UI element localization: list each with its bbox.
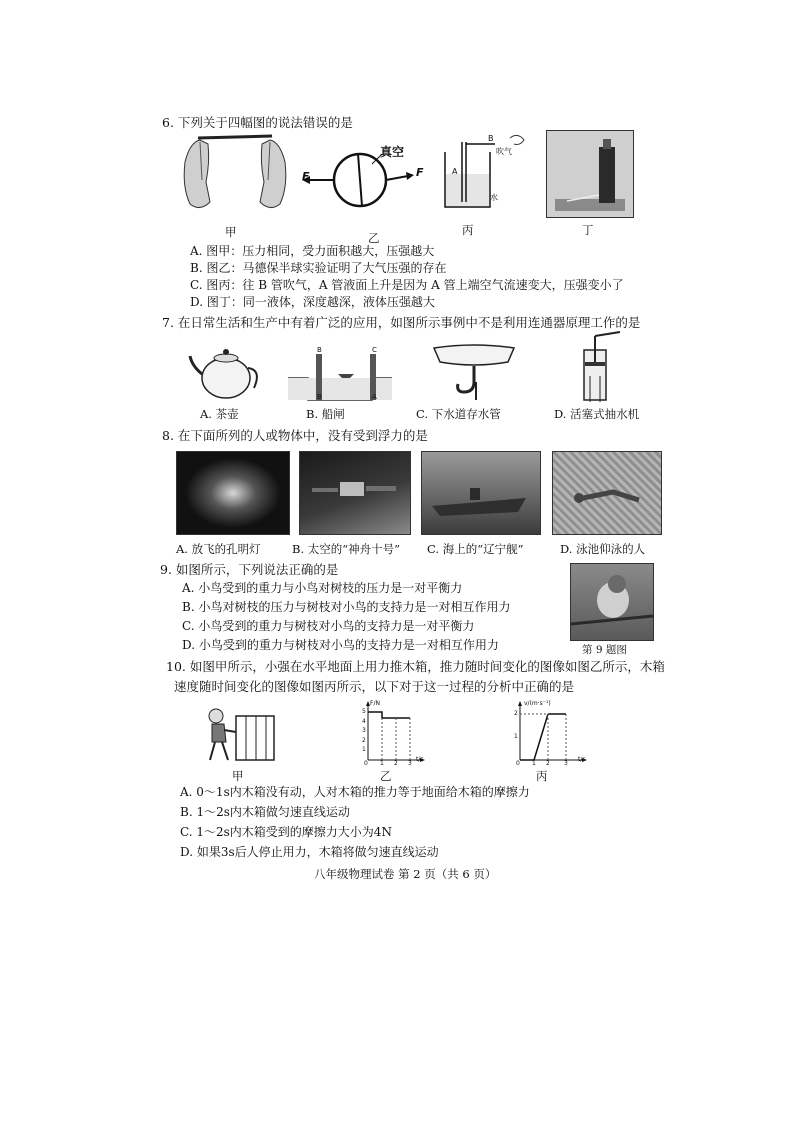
q10-yi-y-axis-label: F/N bbox=[370, 700, 380, 707]
q7-lock-label-4: A bbox=[372, 393, 377, 401]
q6-yi-force-right: F bbox=[416, 166, 424, 179]
q10-label-yi: 乙 bbox=[380, 769, 392, 783]
q10-yi-ytick-1: 1 bbox=[362, 746, 366, 753]
q9-figure-caption: 第 9 题图 bbox=[582, 644, 627, 656]
q7-lock-label-1: B bbox=[317, 346, 322, 354]
q6-yi-force-left: F bbox=[302, 170, 310, 183]
q6-number: 6. bbox=[162, 115, 174, 130]
q10-yi-xtick-2: 2 bbox=[394, 760, 398, 767]
q10-yi-ytick-4: 4 bbox=[362, 717, 366, 725]
q7-fig-sink-trap bbox=[432, 338, 516, 406]
q7-number: 7. bbox=[162, 315, 174, 330]
q7-caption-d: D. 活塞式抽水机 bbox=[554, 407, 640, 421]
q10-option-a: A. 0～1s内木箱没有动，人对木箱的推力等于地面给木箱的摩擦力 bbox=[180, 785, 530, 799]
q10-stem-line1 bbox=[166, 659, 665, 675]
q8-number: 8. bbox=[162, 428, 174, 443]
q10-option-c: C. 1～2s内木箱受到的摩擦力大小为4N bbox=[180, 825, 392, 839]
q10-yi-xtick-1: 1 bbox=[380, 760, 384, 767]
q10-bing-ytick-1: 1 bbox=[514, 733, 518, 740]
q6-option-c: C. 图丙：往 B 管吹气，A 管液面上升是因为 A 管上端空气流速变大，压强变小了 bbox=[190, 278, 624, 292]
q8-caption-a: A. 放飞的孔明灯 bbox=[176, 542, 261, 556]
q10-bing-y-axis-label: v/(m·s⁻¹) bbox=[524, 700, 551, 707]
q7-fig-piston-pump bbox=[570, 332, 630, 406]
q6-label-ding: 丁 bbox=[582, 223, 594, 237]
q7-lock-label-3: B bbox=[317, 393, 322, 401]
q6-option-a: A. 图甲：压力相同，受力面积越大，压强越大 bbox=[190, 244, 435, 258]
q8-caption-d: D. 泳池仰泳的人 bbox=[560, 542, 646, 556]
q6-label-bing: 丙 bbox=[462, 223, 474, 237]
q6-option-b: B. 图乙：马德保半球实验证明了大气压强的存在 bbox=[190, 261, 447, 275]
q8-photo-swimmer bbox=[552, 451, 662, 535]
q7-lock-label-2: C bbox=[372, 346, 377, 354]
q7-caption-a: A. 茶壶 bbox=[200, 407, 239, 421]
q9-option-c: C. 小鸟受到的重力与树枝对小鸟的支持力是一对平衡力 bbox=[182, 619, 475, 633]
q9-option-a: A. 小鸟受到的重力与小鸟对树枝的压力是一对平衡力 bbox=[182, 581, 463, 595]
q9-option-b: B. 小鸟对树枝的压力与树枝对小鸟的支持力是一对相互作用力 bbox=[182, 600, 511, 614]
q6-option-d: D. 图丁：同一液体，深度越深，液体压强越大 bbox=[190, 295, 435, 309]
q9-stem-text: 如图所示，下列说法正确的是 bbox=[175, 562, 339, 577]
q10-yi-y-ticks bbox=[362, 707, 366, 755]
q7-stem bbox=[162, 315, 640, 331]
q9-option-d: D. 小鸟受到的重力与树枝对小鸟的支持力是一对相互作用力 bbox=[182, 638, 499, 652]
q10-number: 10. bbox=[166, 659, 186, 674]
q6-label-jia: 甲 bbox=[225, 225, 237, 239]
q10-bing-x-axis-label: t/s bbox=[578, 756, 586, 763]
q10-option-b: B. 1～2s内木箱做匀速直线运动 bbox=[180, 805, 350, 819]
q10-stem-line2: 速度随时间变化的图像如图丙所示，以下对于这一过程的分析中正确的是 bbox=[174, 679, 575, 694]
q7-fig-teapot bbox=[188, 340, 268, 402]
q6-label-yi: 乙 bbox=[368, 231, 380, 245]
q9-stem bbox=[160, 562, 338, 578]
page-footer: 八年级物理试卷 第 2 页（共 6 页） bbox=[314, 867, 497, 881]
q10-bing-xtick-0: 0 bbox=[516, 760, 520, 767]
q6-bing-tube-b: B bbox=[488, 134, 494, 143]
q10-bing-ytick-2: 2 bbox=[514, 710, 518, 717]
q6-bing-tube-a: A bbox=[452, 167, 458, 176]
q10-bing-xtick-1: 1 bbox=[532, 760, 536, 767]
q6-yi-vacuum-label: 真空 bbox=[380, 145, 405, 159]
q7-stem-text: 在日常生活和生产中有着广泛的应用，如图所示事例中不是利用连通器原理工作的是 bbox=[177, 315, 641, 330]
q6-bing-blow-label: 吹气 bbox=[496, 147, 512, 156]
q10-bing-xtick-3: 3 bbox=[564, 760, 568, 767]
q8-photo-aircraft-carrier bbox=[421, 451, 541, 535]
q10-stem-text-1: 如图甲所示，小强在水平地面上用力推木箱，推力随时间变化的图像如图乙所示，木箱 bbox=[189, 659, 665, 674]
q6-stem bbox=[162, 115, 353, 131]
q10-yi-xtick-0: 0 bbox=[364, 760, 368, 767]
q10-fig-jia-pushing-box bbox=[200, 706, 280, 764]
q7-caption-b: B. 船闸 bbox=[306, 407, 345, 421]
q10-yi-ytick-5: 5 bbox=[362, 708, 366, 715]
q10-option-d: D. 如果3s后人停止用力，木箱将做匀速直线运动 bbox=[180, 845, 439, 859]
q8-photo-spacecraft bbox=[299, 451, 411, 535]
q6-fig-jia-hands bbox=[180, 132, 290, 222]
q10-label-jia: 甲 bbox=[232, 769, 244, 783]
q6-stem-text: 下列关于四幅图的说法错误的是 bbox=[177, 115, 353, 130]
q7-caption-c: C. 下水道存水管 bbox=[416, 407, 501, 421]
q6-fig-ding-bottle-photo bbox=[546, 130, 634, 218]
q8-stem bbox=[162, 428, 428, 444]
q10-yi-x-axis-label: t/s bbox=[416, 756, 424, 763]
q8-stem-text: 在下面所列的人或物体中，没有受到浮力的是 bbox=[177, 428, 428, 443]
q6-bing-water-label: 水 bbox=[490, 193, 498, 202]
q8-photo-sky-lantern bbox=[176, 451, 290, 535]
q8-caption-c: C. 海上的“辽宁舰” bbox=[427, 542, 524, 556]
q10-yi-ytick-2: 2 bbox=[362, 736, 366, 744]
q8-caption-b: B. 太空的“神舟十号” bbox=[292, 542, 401, 556]
q10-yi-ytick-3: 3 bbox=[362, 727, 366, 734]
q10-label-bing: 丙 bbox=[536, 769, 548, 783]
q9-photo-bird-on-branch bbox=[570, 563, 654, 641]
q10-bing-xtick-2: 2 bbox=[546, 760, 550, 767]
q10-yi-xtick-3: 3 bbox=[408, 760, 412, 767]
q9-number: 9. bbox=[160, 562, 172, 577]
